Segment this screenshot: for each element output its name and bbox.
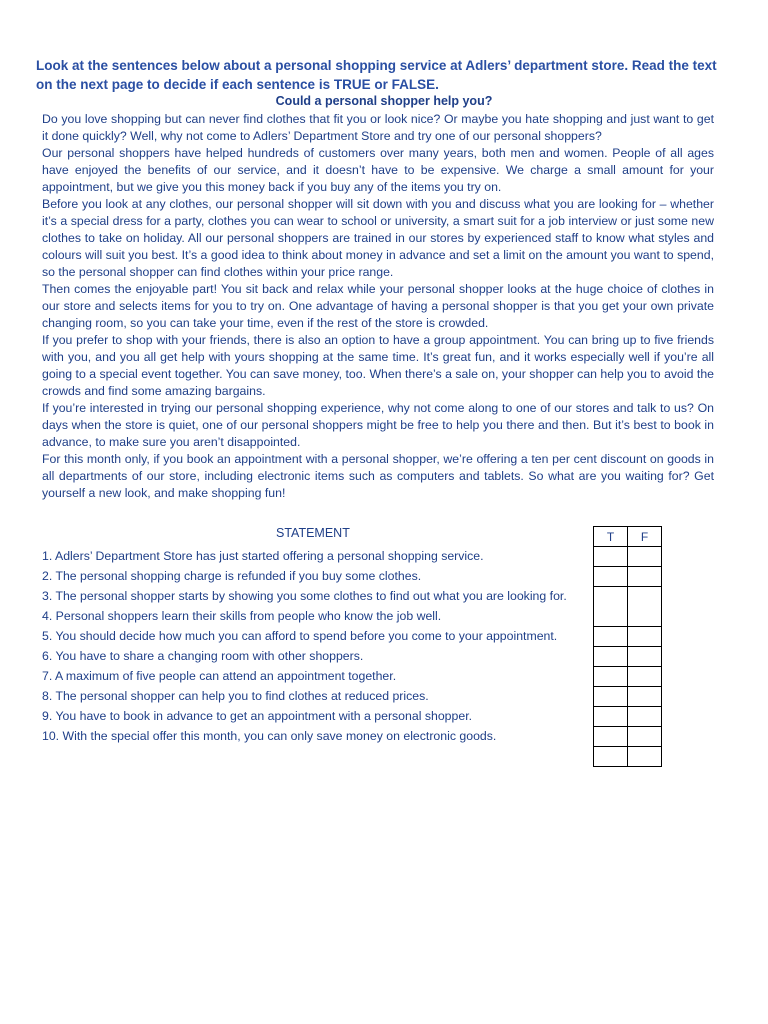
instructions: Look at the sentences below about a personal shopping service at Adlers’ department store. Read the text on the next page to decide if each sentence is TRUE or FALSE. [36,58,717,92]
answer-cell-false[interactable] [628,667,662,687]
article-paragraph: If you prefer to shop with your friends, there is also an option to have a group appointment. You can bring up to five friends with you, and you all get help with yours shopping at the same time. It’s great fun, and it works especially well if you’re all going to a special event together. You can save money, too. When there’s a sale on, your shopper can help you to avoid the crowds and find some amazing bargains. [42,333,714,398]
statement-item: 9. You have to book in advance to get an appointment with a personal shopper. [42,709,473,723]
article-paragraph: Our personal shoppers have helped hundreds of customers over many years, both men and women. People of all ages have enjoyed the benefits of our service, and it doesn’t have to be expensive. We charge a small amount for your appointment, but we give you this money back if you buy any of the items you try on. [42,146,714,194]
answer-cell-false[interactable] [628,567,662,587]
answer-cell-true[interactable] [594,707,628,727]
statement-item: 5. You should decide how much you can afford to spend before you come to your appointment. [42,629,558,643]
article-paragraph: Before you look at any clothes, our personal shopper will sit down with you and discuss what you are looking for – whether it’s a special dress for a party, clothes you can wear to school or university, a smart suit for a job interview or just some new clothes to take on holiday. All our personal shoppers are trained in our stores by experienced staff to know what styles and colours will suit you best. It’s a good idea to think about money in advance and set a limit on the amount you want to spend, so the personal shopper can find clothes within your price range. [42,197,714,279]
false-column-header: F [628,527,662,547]
statement-item: 2. The personal shopping charge is refunded if you buy some clothes. [42,569,422,583]
answer-cell-false[interactable] [628,747,662,767]
article-body [42,111,714,502]
answer-cell-false[interactable] [628,547,662,567]
statement-item: 6. You have to share a changing room with other shoppers. [42,649,364,663]
answer-cell-true[interactable] [594,627,628,647]
article-paragraph: If you’re interested in trying our personal shopping experience, why not come along to one of our stores and talk to us? On days when the store is quiet, one of our personal shoppers might be free to help you there and then. But it’s best to book in advance, to make sure you aren’t disappointed. [42,401,714,449]
answer-cell-false[interactable] [628,627,662,647]
answer-cell-false[interactable] [628,727,662,747]
answer-cell-false[interactable] [628,707,662,727]
statement-item: 1. Adlers’ Department Store has just started offering a personal shopping service. [42,549,484,563]
answer-cell-true[interactable] [594,667,628,687]
answer-cell-true[interactable] [594,687,628,707]
answer-cell-true[interactable] [594,747,628,767]
answer-cell-false[interactable] [628,687,662,707]
answer-cell-true[interactable] [594,647,628,667]
statement-item: 8. The personal shopper can help you to find clothes at reduced prices. [42,689,429,703]
article-paragraph: Then comes the enjoyable part! You sit back and relax while your personal shopper looks at the huge choice of clothes in our store and selects items for you to try on. One advantage of having a personal shopper is that you get your own private changing room, so you can take your time, even if the rest of the store is crowded. [42,282,714,330]
answer-cell-false[interactable] [628,647,662,667]
article-paragraph: Do you love shopping but can never find clothes that fit you or look nice? Or maybe you hate shopping and just want to get it done quickly? Well, why not come to Adlers’ Department Store and try one of our personal shoppers? [42,112,714,143]
answer-cell-true[interactable] [594,567,628,587]
answer-grid [593,526,662,767]
answer-cell-true[interactable] [594,727,628,747]
statement-list [42,546,590,746]
statement-item: 3. The personal shopper starts by showing you some clothes to find out what you are looking for. [42,589,567,603]
article-title: Could a personal shopper help you? [275,94,493,108]
answer-cell-true[interactable] [594,547,628,567]
answer-cell-false[interactable] [628,587,662,627]
statement-header: STATEMENT [276,526,350,540]
statement-item: 7. A maximum of five people can attend an appointment together. [42,669,397,683]
statement-item: 4. Personal shoppers learn their skills from people who know the job well. [42,609,442,623]
true-column-header: T [594,527,628,547]
article-paragraph: For this month only, if you book an appointment with a personal shopper, we’re offering a ten per cent discount on goods in all departments of our store, including electronic items such as computers and tablets. So what are you waiting for? Get yourself a new look, and make shopping fun! [42,452,714,500]
statement-item: 10. With the special offer this month, you can only save money on electronic goods. [42,729,497,743]
answer-cell-true[interactable] [594,587,628,627]
